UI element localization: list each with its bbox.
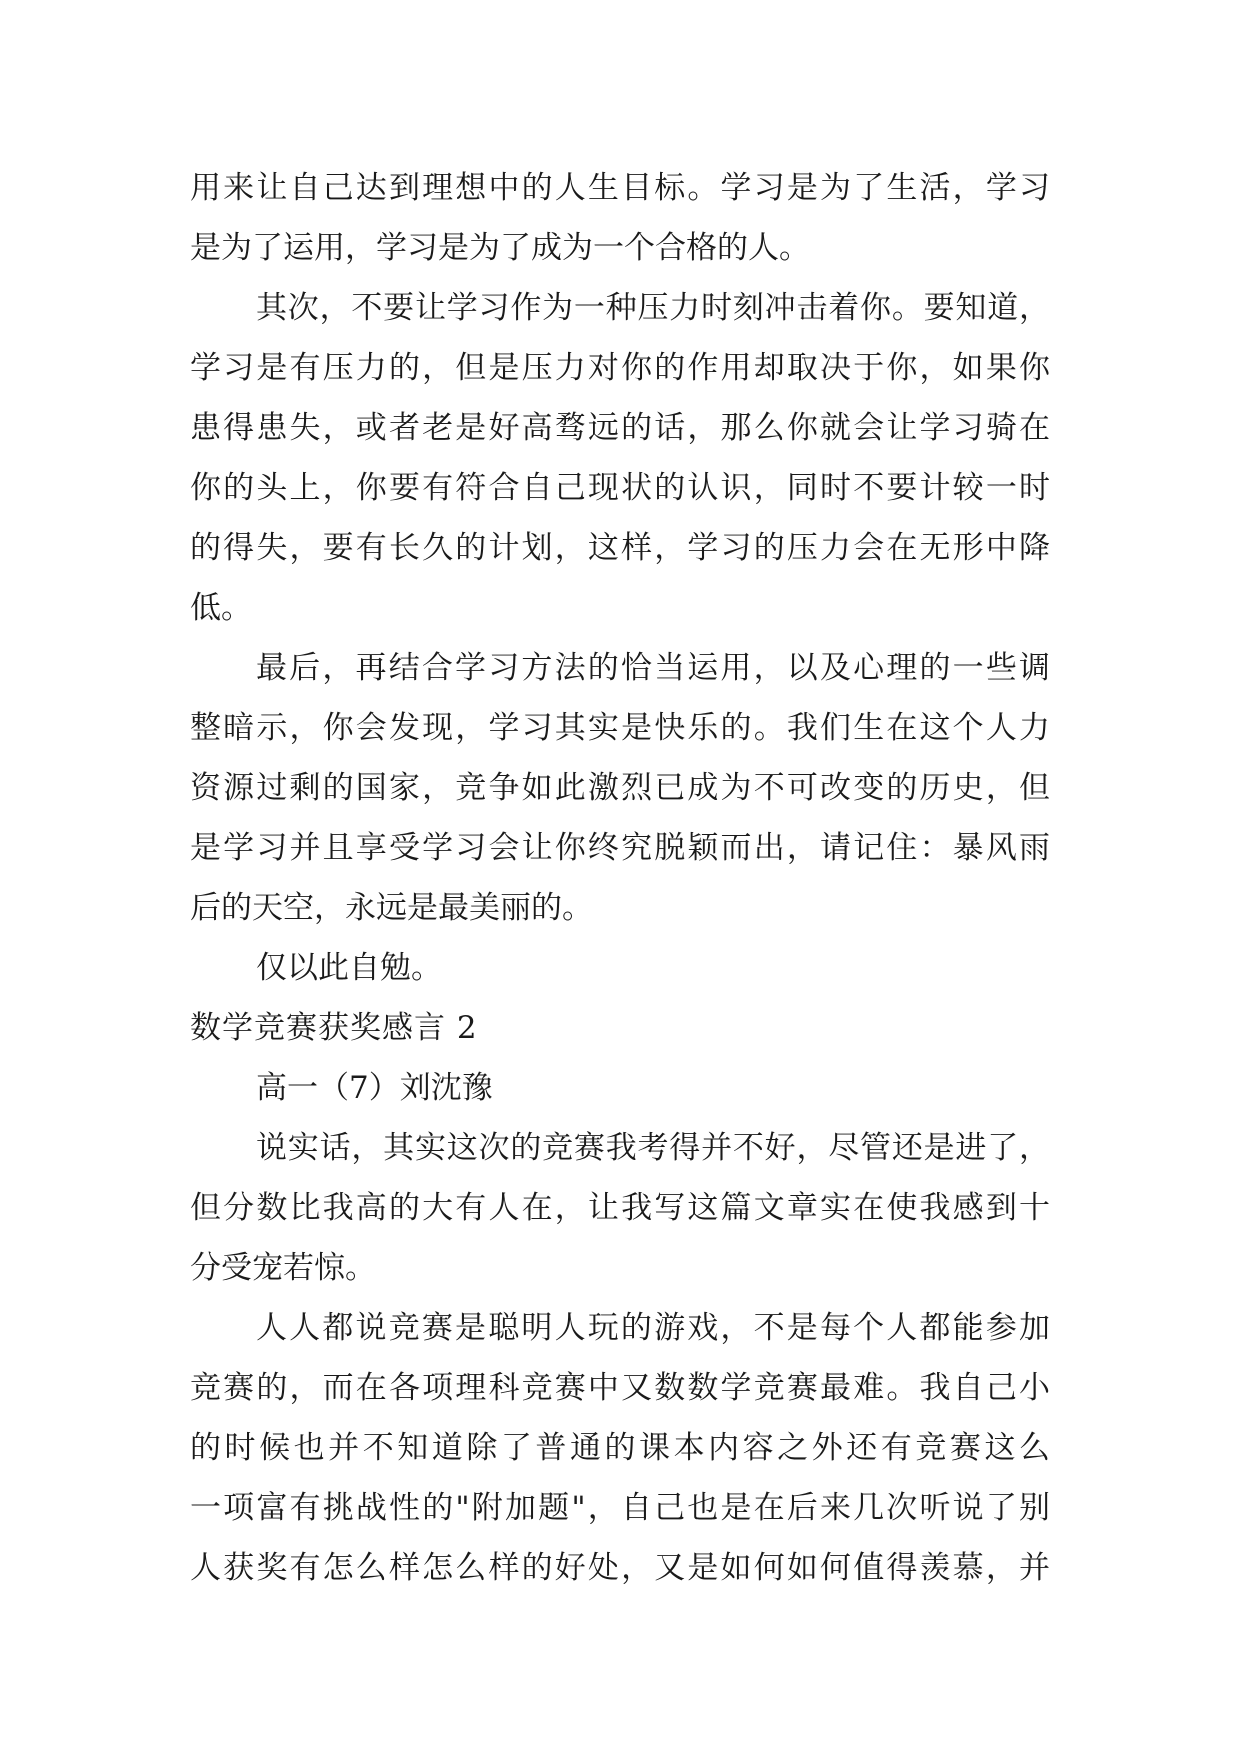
paragraph-line: 后的天空，永远是最美丽的。 bbox=[190, 890, 593, 926]
paragraph-line: 是学习并且享受学习会让你终究脱颖而出，请记住：暴风雨 bbox=[190, 830, 1050, 866]
paragraph-line: 最后，再结合学习方法的恰当运用，以及心理的一些调 bbox=[256, 650, 1050, 686]
paragraph-line: 人获奖有怎么样怎么样的好处，又是如何如何值得羡慕，并 bbox=[190, 1550, 1050, 1586]
section-title: 数学竞赛获奖感言 2 bbox=[190, 1010, 478, 1046]
paragraph-line: 低。 bbox=[190, 590, 252, 626]
paragraph-line: 但分数比我高的大有人在，让我写这篇文章实在使我感到十 bbox=[190, 1190, 1050, 1226]
paragraph-line: 整暗示，你会发现，学习其实是快乐的。我们生在这个人力 bbox=[190, 710, 1050, 746]
author-line: 高一（7）刘沈豫 bbox=[256, 1070, 493, 1106]
paragraph-line: 患得患失，或者老是好高骛远的话，那么你就会让学习骑在 bbox=[190, 410, 1050, 446]
paragraph-line: 其次，不要让学习作为一种压力时刻冲击着你。要知道， bbox=[256, 290, 1050, 326]
paragraph-line: 资源过剩的国家，竞争如此激烈已成为不可改变的历史，但 bbox=[190, 770, 1050, 806]
paragraph-line: 说实话，其实这次的竞赛我考得并不好，尽管还是进了， bbox=[256, 1130, 1050, 1166]
paragraph-line: 一项富有挑战性的"附加题"，自己也是在后来几次听说了别 bbox=[190, 1490, 1050, 1526]
paragraph-line: 的得失，要有长久的计划，这样，学习的压力会在无形中降 bbox=[190, 530, 1050, 566]
paragraph-line: 的时候也并不知道除了普通的课本内容之外还有竞赛这么 bbox=[190, 1430, 1050, 1466]
paragraph-line: 竞赛的，而在各项理科竞赛中又数数学竞赛最难。我自己小 bbox=[190, 1370, 1050, 1406]
paragraph-line: 学习是有压力的，但是压力对你的作用却取决于你，如果你 bbox=[190, 350, 1050, 386]
paragraph-line: 仅以此自勉。 bbox=[256, 950, 442, 986]
paragraph-line: 是为了运用，学习是为了成为一个合格的人。 bbox=[190, 230, 810, 266]
paragraph-line: 你的头上，你要有符合自己现状的认识，同时不要计较一时 bbox=[190, 470, 1050, 506]
paragraph-line: 分受宠若惊。 bbox=[190, 1250, 376, 1286]
paragraph-line: 用来让自己达到理想中的人生目标。学习是为了生活，学习 bbox=[190, 170, 1050, 206]
paragraph-line: 人人都说竞赛是聪明人玩的游戏，不是每个人都能参加 bbox=[256, 1310, 1050, 1346]
